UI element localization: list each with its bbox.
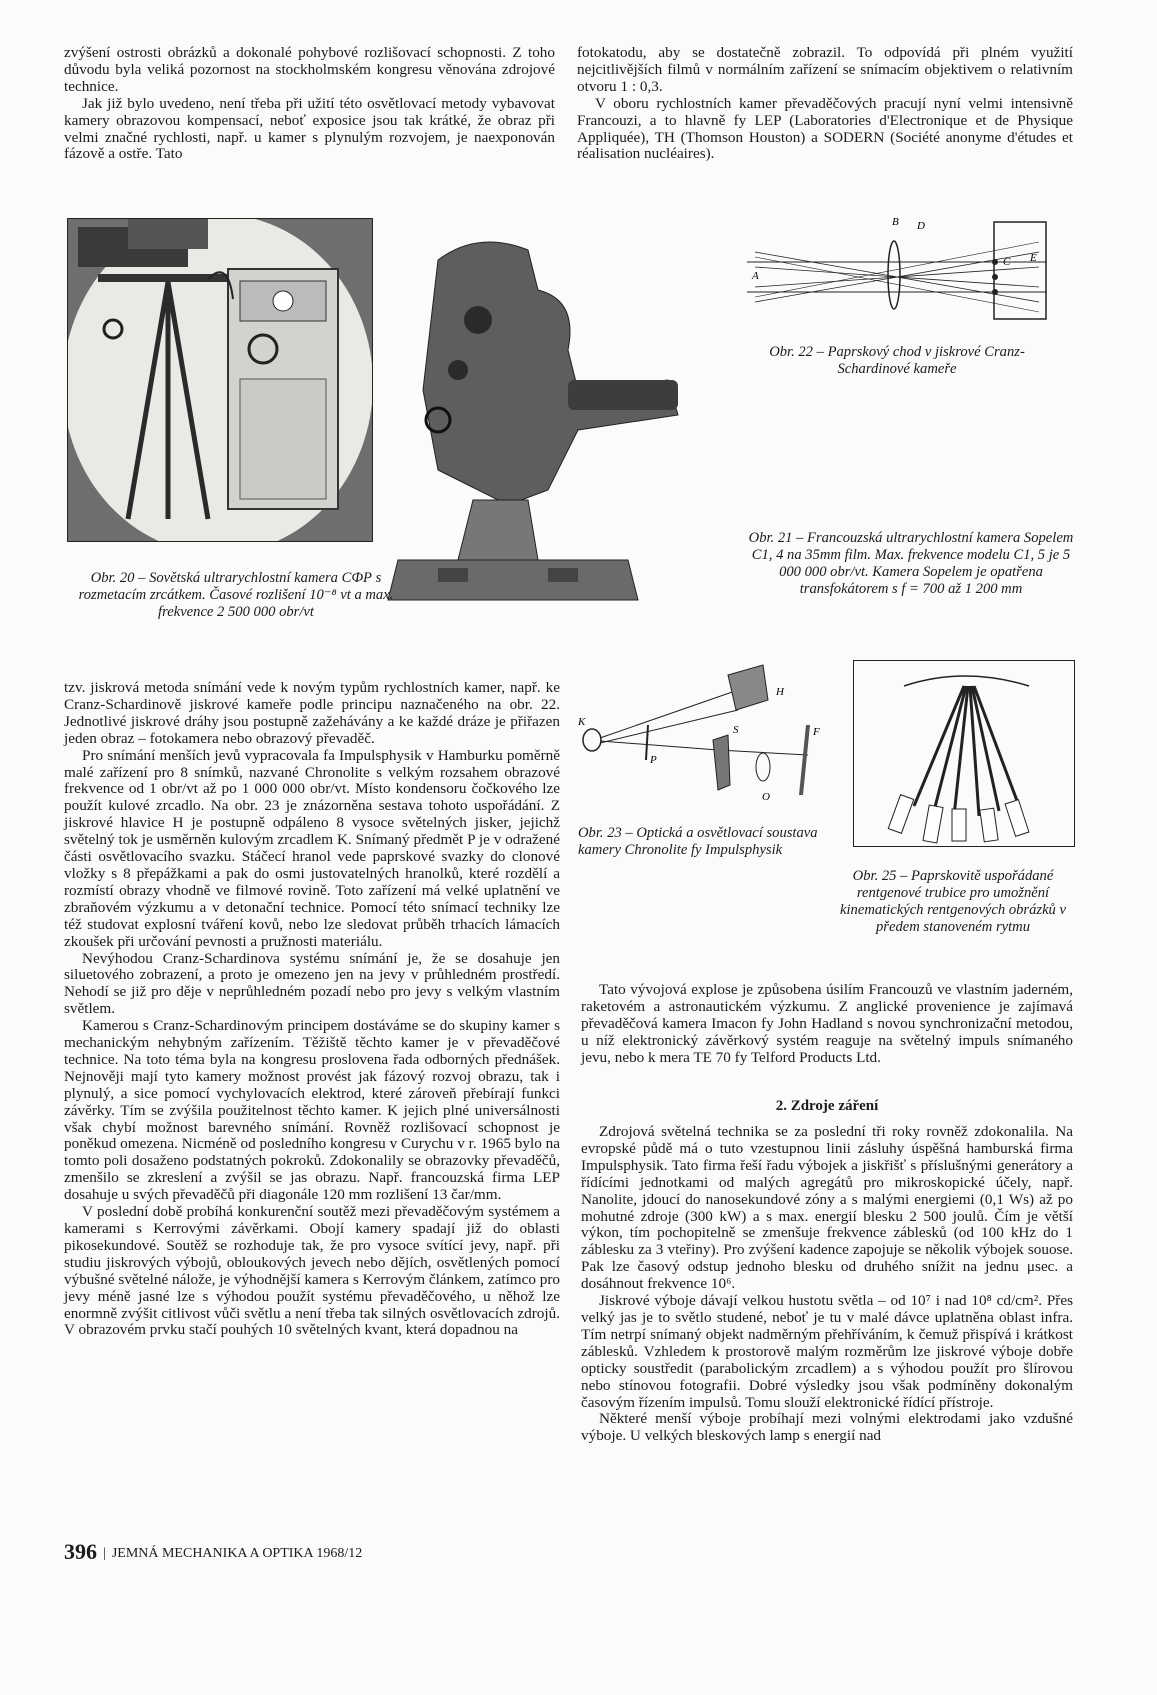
ray-path-diagram bbox=[747, 217, 1047, 322]
figure-21-photo bbox=[378, 230, 683, 625]
paragraph: Kamerou s Cranz-Schardinovým principem dostáváme se do skupiny kamer s mechanickým nehybným zařízením. Těžiště těchto kamer je v převaděčové technice. Na toto téma byla na kongresu proslovena řada odborných přednášek. Nejnověji mají tyto kamery možnost provést jak fázový rozvoj obrazu, tak i plynulý, a sice pomocí vychylovacích elektrod, které zároveň přebírají funkci závěrky. Tím se zvýšila použitelnost těchto kamer. K jejich plné universálnosti však chybí možnost barevného snímání. Rovněž rozlišovací schopnost je poněkud omezena. Nicméně od posledního kongresu v Curychu v r. 1965 bylo na tomto poli dosaženo podstatných pokroků. Zdokonalily se obrazovky převaděčů, zmenšilo se zkreslení a zvýšil se jas obrazu. Např. francouzská firma LEP dosahuje u svých převaděčů při diagonále 120 mm rozlišení 13 čar/mm. bbox=[64, 1017, 560, 1204]
caption-figure-23: Obr. 23 – Optická a osvětlovací soustava kamery Chronolite fy Impulsphysik bbox=[578, 825, 818, 858]
camera-sfr-illustration bbox=[68, 219, 372, 541]
figure-22-diagram bbox=[747, 217, 1047, 322]
paragraph: Tato vývojová explose je způsobena úsilím Francouzů ve vlastním jaderném, raketovém a astronautickém výzkumu. Z anglické provenience je zajímavá převaděčová kamera Imacon fy John Hadland s novou synchronizační metodou, u níž elektronický závěrkový systém reaguje na světelný impuls snímaného jevu, nebo k mera TE 70 fy Telford Products Ltd. bbox=[581, 981, 1073, 1066]
figure-20-photo bbox=[67, 218, 373, 542]
figure-23-diagram bbox=[578, 655, 828, 815]
figure-25-diagram bbox=[853, 660, 1075, 847]
chronolite-optics-diagram bbox=[578, 655, 828, 815]
paragraph: fotokatodu, aby se dostatečně zobrazil. To odpovídá při plném využití nejcitlivějších filmů v normálním zařízení se snímacím objektivem o relativním otvoru 1 : 0,3. bbox=[577, 44, 1073, 95]
label-s: S bbox=[733, 724, 739, 736]
text-left-top bbox=[64, 45, 555, 163]
footer-divider: | bbox=[103, 1546, 106, 1561]
label-f: F bbox=[813, 726, 820, 738]
label-d: D bbox=[917, 220, 925, 232]
label-k: K bbox=[578, 716, 586, 728]
caption-figure-20: Obr. 20 – Sovětská ultrarychlostní kamera СФР s rozmetacím zrcátkem. Časové rozlišení 10⁻⁸ vt a max. frekvence 2 500 000 obr/vt bbox=[78, 570, 394, 620]
paragraph: Jak již bylo uvedeno, není třeba při užití této osvětlovací metody vybavovat kamery obrazovou kompensací, neboť exposice jsou tak krátké, že obraz při velmi značné rychlosti, např. u kamer s plynulým rozvojem, je naexponován fázově a ostře. Tato bbox=[64, 94, 555, 163]
page-footer bbox=[64, 1539, 362, 1565]
section-heading: 2. Zdroje záření bbox=[775, 1098, 879, 1114]
text-right-bottom-1 bbox=[581, 982, 1073, 1067]
text-right-bottom-2 bbox=[581, 1124, 1073, 1445]
paragraph: Pro snímání menších jevů vypracovala fa Impulsphysik v Hamburku poměrně malé zařízení pro 8 snímků, nazvané Chronolite s velkým rozsahem obrazové frekvence od 1 obr/vt až po 1 000 000 obr/vt. Místo kondensoru čočkového lze použít kulové zrcadlo. Na obr. 23 je znázorněna sestava tohoto uspořádání. Z jiskrové hlavice H je postupně odpáleno 8 vysoce světelných jisker, jejichž světelný tok je usměrněn kulovým zrcadlem K. Snímaný předmět P je v odražené části osvětlovacího svazku. Stáčecí hranol vede paprskové svazky do clonové vložky s 8 přepážkami a pak do osmi justovatelných hranolků, které rozdělí a rozmístí obrazy vhodně ve filmové rovině. Toto zařízení má velké uplatnění ve zbraňovém výzkumu a v detonační technice. Pomocí této snímací techniky lze též studovat explosní tváření kovů, nebo lze sledovat průběh trhacích lámacích zkoušek při určování pevnosti a pružnosti materiálu. bbox=[64, 746, 560, 950]
label-c: C bbox=[1003, 256, 1011, 268]
paragraph: Nevýhodou Cranz-Schardinova systému snímání je, že se dosahuje jen siluetového zobrazení, a proto je omezeno jen na jevy v průhledném prostředí. Nehodí se již pro děje v neprůhledném pozadí nebo pro jevy s velkým vlastním světlem. bbox=[64, 949, 560, 1018]
camera-sopelem-illustration bbox=[378, 230, 683, 625]
paragraph: zvýšení ostrosti obrázků a dokonalé pohybové rozlišovací schopnosti. Z toho důvodu byla veliká pozornost na stockholmském kongresu věnována zdrojové technice. bbox=[64, 44, 555, 95]
label-a: A bbox=[752, 270, 759, 282]
paragraph: Zdrojová světelná technika se za poslední tři roky rovněž zdokonalila. Na evropské půdě má o tuto vzestupnou linii zásluhy úspěšná hamburská firma Impulsphysik. Tato firma řeší řadu výbojek a jiskřišť s příslušnými generátory a řídícími jednotkami od malých agregátů pro mikroskopické účely, např. Nanolite, jdoucí do nanosekundové zóny a s malými energiemi (0,1 Ws) až po mohutné zdroje (300 kW) a s max. energií blesku 2 500 joulů. Čím je větší výkon, tím pochopitelně se zmenšuje frekvence záblesků (od 100 kHz do 1 záblesku za 3 vteřiny). Pro zvýšení kadence zapojuje se několik výbojek souose. Pak lze časový odstup jednoho blesku od druhého snížit na jednu μsec. a dosáhnout frekvence 10⁶. bbox=[581, 1123, 1073, 1293]
caption-figure-21: Obr. 21 – Francouzská ultrarychlostní kamera Sopelem C1, 4 na 35mm film. Max. frekvence modelu C1, 5 je 5 000 000 obr/vt. Kamera Sopelem je opatřena transfokátorem s f = 700 až 1 200 mm bbox=[748, 530, 1074, 597]
caption-figure-22: Obr. 22 – Paprskový chod v jiskrové Cranz-Schardinové kameře bbox=[769, 344, 1025, 377]
text-left-bottom bbox=[64, 680, 560, 1339]
label-p: P bbox=[650, 754, 657, 766]
label-o: O bbox=[762, 791, 770, 803]
label-b: B bbox=[892, 217, 899, 228]
label-h: H bbox=[776, 686, 784, 698]
label-e: E bbox=[1030, 252, 1037, 264]
journal-name: JEMNÁ MECHANIKA A OPTIKA 1968/12 bbox=[111, 1546, 363, 1561]
caption-figure-25: Obr. 25 – Paprskovitě uspořádané rentgenové trubice pro umožnění kinematických rentgenových obrázků v předem stanoveném rytmu bbox=[840, 868, 1066, 935]
paragraph: Jiskrové výboje dávají velkou hustotu světla – od 10⁷ i nad 10⁸ cd/cm². Přes velký jas je to světlo studené, neboť je tu v malé dávce uplatněna oblast infra. Tím netrpí snímaný objekt nadměrným přehříváním, k čemuž přispívá i krátkost záblesků. Vzhledem k prostorově malým rozměrům lze jiskrové výboje dobře opticky soustředit (parabolickým zrcadlem) a s výhodou použít pro šlírovou nebo stínovou fotografii. Dobré výsledky jsou však podmíněny dokonalým časovým řízením impulsů. Tomu slouží elektronické řídící přístroje. bbox=[581, 1292, 1073, 1411]
text-right-top bbox=[577, 45, 1073, 163]
paragraph: tzv. jiskrová metoda snímání vede k novým typům rychlostních kamer, např. ke Cranz-Schardinově jiskrové kameře podle principu naznačeného na obr. 22. Jednotlivé jiskrové dráhy jsou postupně zažehávány a ke každé dráze je přiřazen jeden obraz – fotokamera nebo obrazový převaděč. bbox=[64, 679, 560, 747]
page-number: 396 bbox=[64, 1539, 97, 1564]
x-ray-tubes-diagram bbox=[854, 661, 1074, 846]
paragraph: V oboru rychlostních kamer převaděčových pracují nyní velmi intensivně Francouzi, a to hlavně fy LEP (Laboratories d'Electronique et de Physique Appliquée), TH (Thomson Houston) a SODERN (Société anonyme d'études et réalisation nucléaires). bbox=[577, 94, 1073, 163]
paragraph: V poslední době probíhá konkurenční soutěž mezi převaděčovým systémem a kamerami s Kerrovými závěrkami. Obojí kamery spadají již do oblasti pikosekundové. Soutěž se rozhoduje tak, že pro vysoce svítící jevy, např. při studiu jiskrových výbojů, obloukových jevech nebo dějích, osvětlených pomocí výbušné světelné nálože, je výhodnější kamera s Kerrovým článkem, zatímco pro jevy méně jasné lze s výhodou použít systému převaděčového, u něhož lze enormně zvýšit citlivost vůči světlu a není třeba tak silných osvětlovacích zdrojů. V obrazovém prvku stačí pouhých 10 světelných kvant, která dopadnou na bbox=[64, 1203, 560, 1339]
paragraph: Některé menší výboje probíhají mezi volnými elektrodami jako vzdušné výboje. U velkých bleskových lamp s energií nad bbox=[581, 1410, 1073, 1445]
